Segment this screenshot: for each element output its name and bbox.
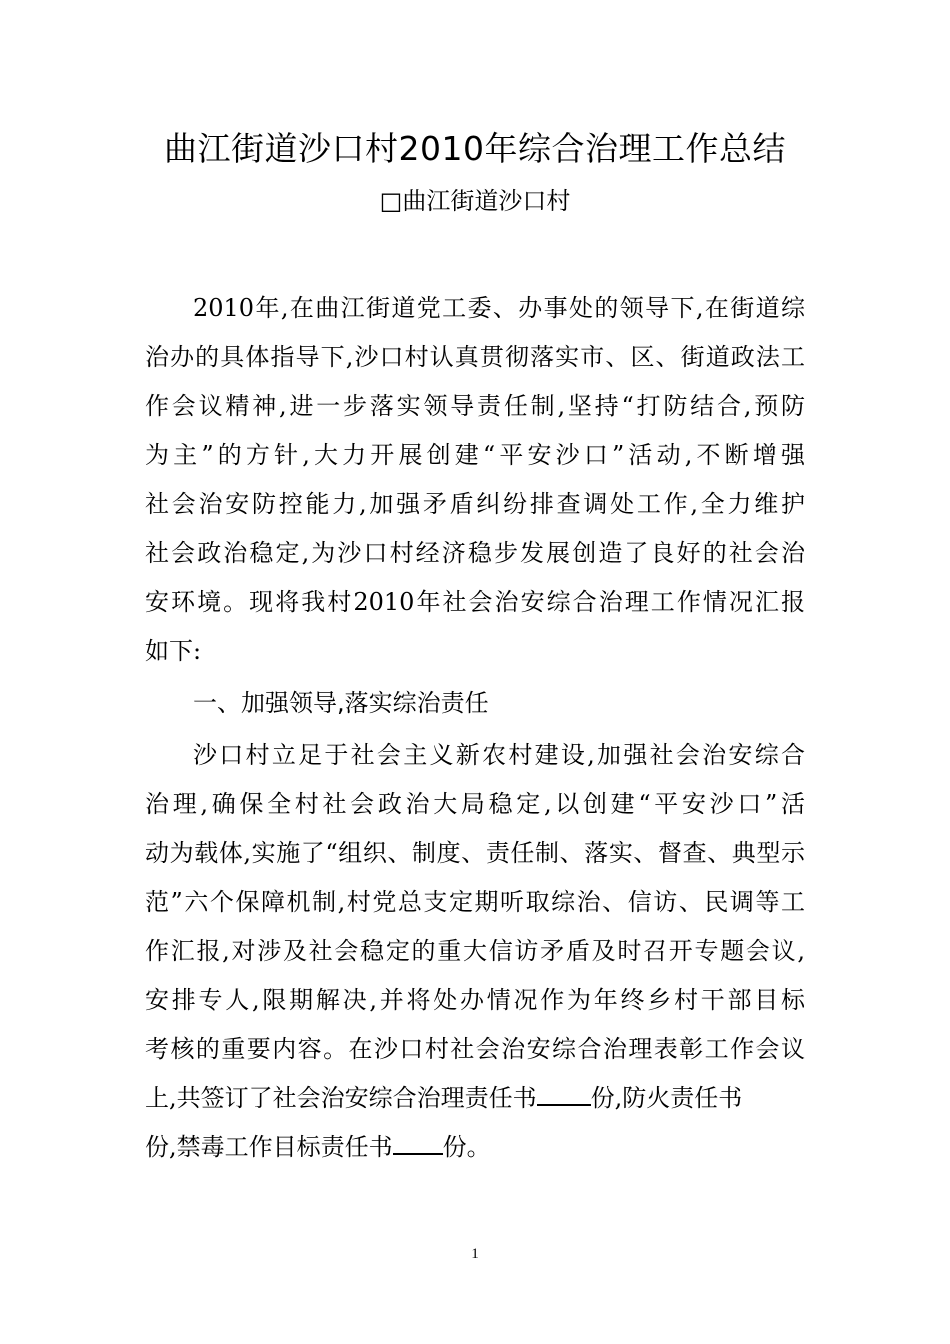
section-paragraph-line: 沙口村立足于社会主义新农村建设,加强社会治安综合	[193, 741, 805, 769]
section-paragraph-line	[145, 1081, 805, 1115]
intro-paragraph-line: 2010年,在曲江街道党工委、办事处的领导下,在街道综	[193, 294, 805, 322]
line-text-after-blank: 份。	[442, 1133, 491, 1161]
intro-paragraph-line: 社会政治稳定,为沙口村经济稳步发展创造了良好的社会治	[145, 539, 805, 567]
intro-paragraph-line: 社会治安防控能力,加强矛盾纠纷排查调处工作,全力维护	[145, 490, 805, 518]
intro-paragraph-line: 如下:	[145, 637, 202, 665]
line-text-before-blank: 上,共签订了社会治安综合治理责任书	[145, 1084, 537, 1112]
document-title: 曲江街道沙口村2010年综合治理工作总结	[164, 129, 786, 168]
section-paragraph-line: 动为载体,实施了“组织、制度、责任制、落实、督查、典型示	[145, 839, 805, 867]
section-paragraph-line: 范”六个保障机制,村党总支定期听取综治、信访、民调等工	[145, 888, 805, 916]
fill-in-blank	[537, 1082, 591, 1106]
section-paragraph-line: 作汇报,对涉及社会稳定的重大信访矛盾及时召开专题会议,	[145, 937, 805, 965]
section-paragraph-line: 考核的重要内容。在沙口村社会治安综合治理表彰工作会议	[145, 1035, 805, 1063]
page-number: 1	[471, 1246, 479, 1262]
section-paragraph-line: 治理,确保全村社会政治大局稳定,以创建“平安沙口”活	[145, 790, 805, 818]
line-text-after-blank: 份,防火责任书	[590, 1084, 743, 1112]
section-paragraph-line: 安排专人,限期解决,并将处办情况作为年终乡村干部目标	[145, 986, 805, 1014]
intro-paragraph-line: 安环境。现将我村2010年社会治安综合治理工作情况汇报	[145, 588, 805, 616]
section-paragraph-line	[145, 1130, 805, 1164]
fill-in-blank	[393, 1131, 443, 1155]
line-text-before-blank: 份,禁毒工作目标责任书	[145, 1133, 393, 1161]
section-heading: 一、加强领导,落实综治责任	[193, 689, 489, 717]
intro-paragraph-line: 为主”的方针,大力开展创建“平安沙口”活动,不断增强	[145, 441, 805, 469]
intro-paragraph-line: 治办的具体指导下,沙口村认真贯彻落实市、区、街道政法工	[145, 343, 805, 371]
document-subtitle: □曲江街道沙口村	[379, 187, 571, 215]
intro-paragraph-line: 作会议精神,进一步落实领导责任制,坚持“打防结合,预防	[145, 392, 805, 420]
